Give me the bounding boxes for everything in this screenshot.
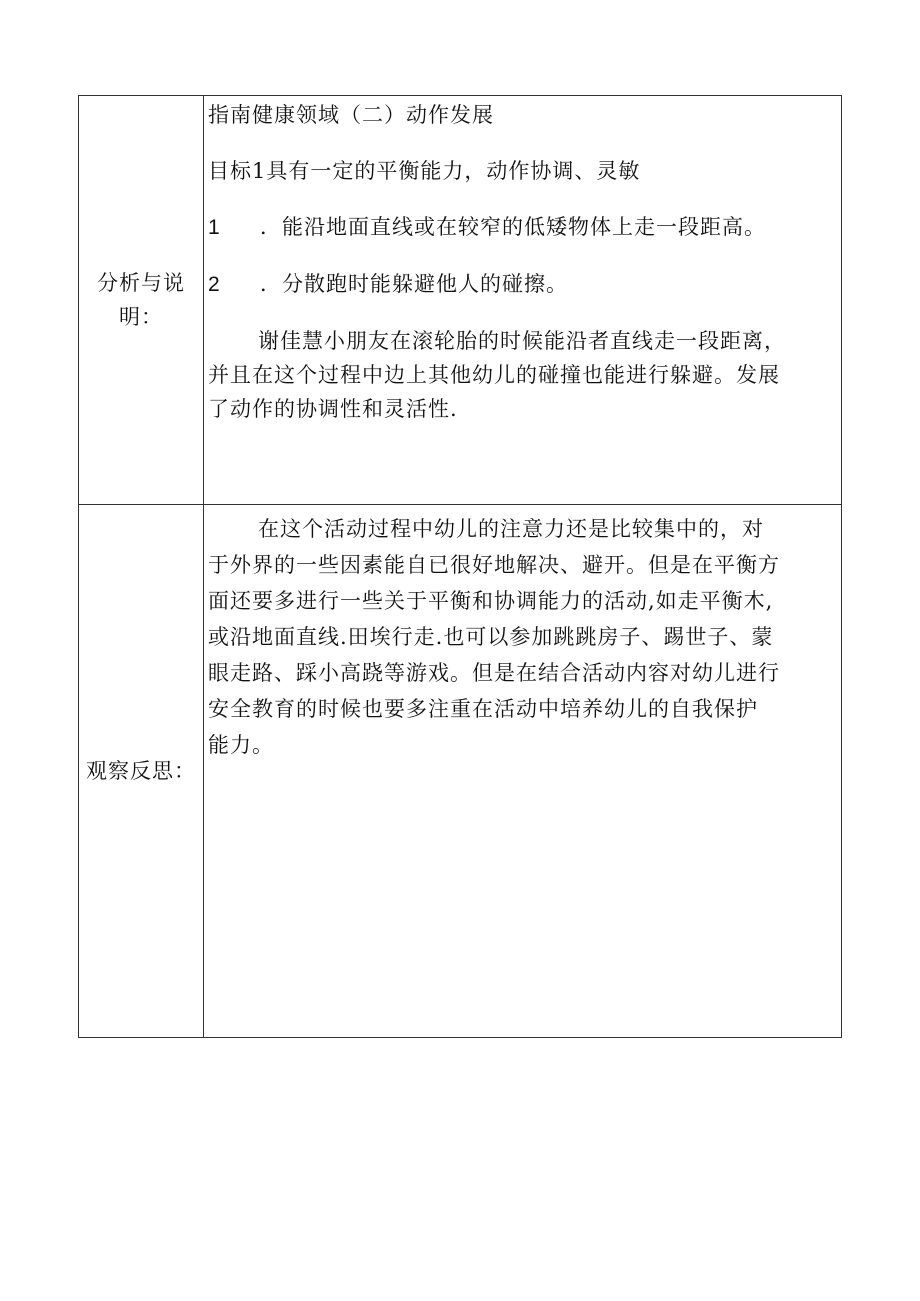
list-item bbox=[208, 212, 839, 243]
observation-table bbox=[78, 95, 842, 1038]
paragraph-line: 谢佳慧小朋友在滚轮胎的时候能沿者直线走一段距离， bbox=[258, 329, 786, 353]
paragraph-line: 安全教育的时候也要多注重在活动中培养幼儿的自我保护 bbox=[208, 697, 758, 721]
list-item-text: ．分散跑时能躲避他人的碰擦。 bbox=[260, 272, 568, 296]
analysis-paragraph bbox=[208, 324, 839, 426]
reflection-label-cell bbox=[79, 505, 204, 1038]
reflection-label: 观察反思： bbox=[86, 759, 196, 783]
paragraph-line: 或沿地面直线.田埃行走.也可以参加跳跳房子、踢世子、蒙 bbox=[208, 625, 774, 649]
list-item bbox=[208, 269, 839, 300]
list-item-number: 2 bbox=[208, 273, 221, 296]
paragraph-line: 眼走路、踩小高跷等游戏。但是在结合活动内容对幼儿进行 bbox=[208, 661, 780, 685]
reflection-row bbox=[79, 505, 842, 1038]
goal-line: 目标1具有一定的平衡能力，动作协调、灵敏 bbox=[208, 159, 641, 183]
reflection-paragraph bbox=[208, 511, 839, 763]
paragraph-line: 在这个活动过程中幼儿的注意力还是比较集中的，对 bbox=[258, 517, 764, 541]
paragraph-line: 面还要多进行一些关于平衡和协调能力的活动,如走平衡木, bbox=[208, 589, 774, 613]
paragraph-line: 并且在这个过程中边上其他幼儿的碰撞也能进行躲避。发展 bbox=[208, 363, 780, 387]
analysis-row bbox=[79, 96, 842, 505]
list-item-number: 1 bbox=[208, 216, 221, 239]
list-item-text: ．能沿地面直线或在较窄的低矮物体上走一段距高。 bbox=[260, 215, 766, 239]
paragraph-line: 能力。 bbox=[208, 733, 274, 757]
reflection-content-cell bbox=[204, 505, 842, 1038]
paragraph-line: 了动作的协调性和灵活性. bbox=[208, 397, 458, 421]
guide-title: 指南健康领域（二）动作发展 bbox=[208, 103, 494, 127]
analysis-label: 分析与说明： bbox=[97, 271, 185, 329]
analysis-content-cell bbox=[204, 96, 842, 505]
analysis-label-cell bbox=[79, 96, 204, 505]
paragraph-line: 于外界的一些因素能自已很好地解决、避开。但是在平衡方 bbox=[208, 553, 780, 577]
